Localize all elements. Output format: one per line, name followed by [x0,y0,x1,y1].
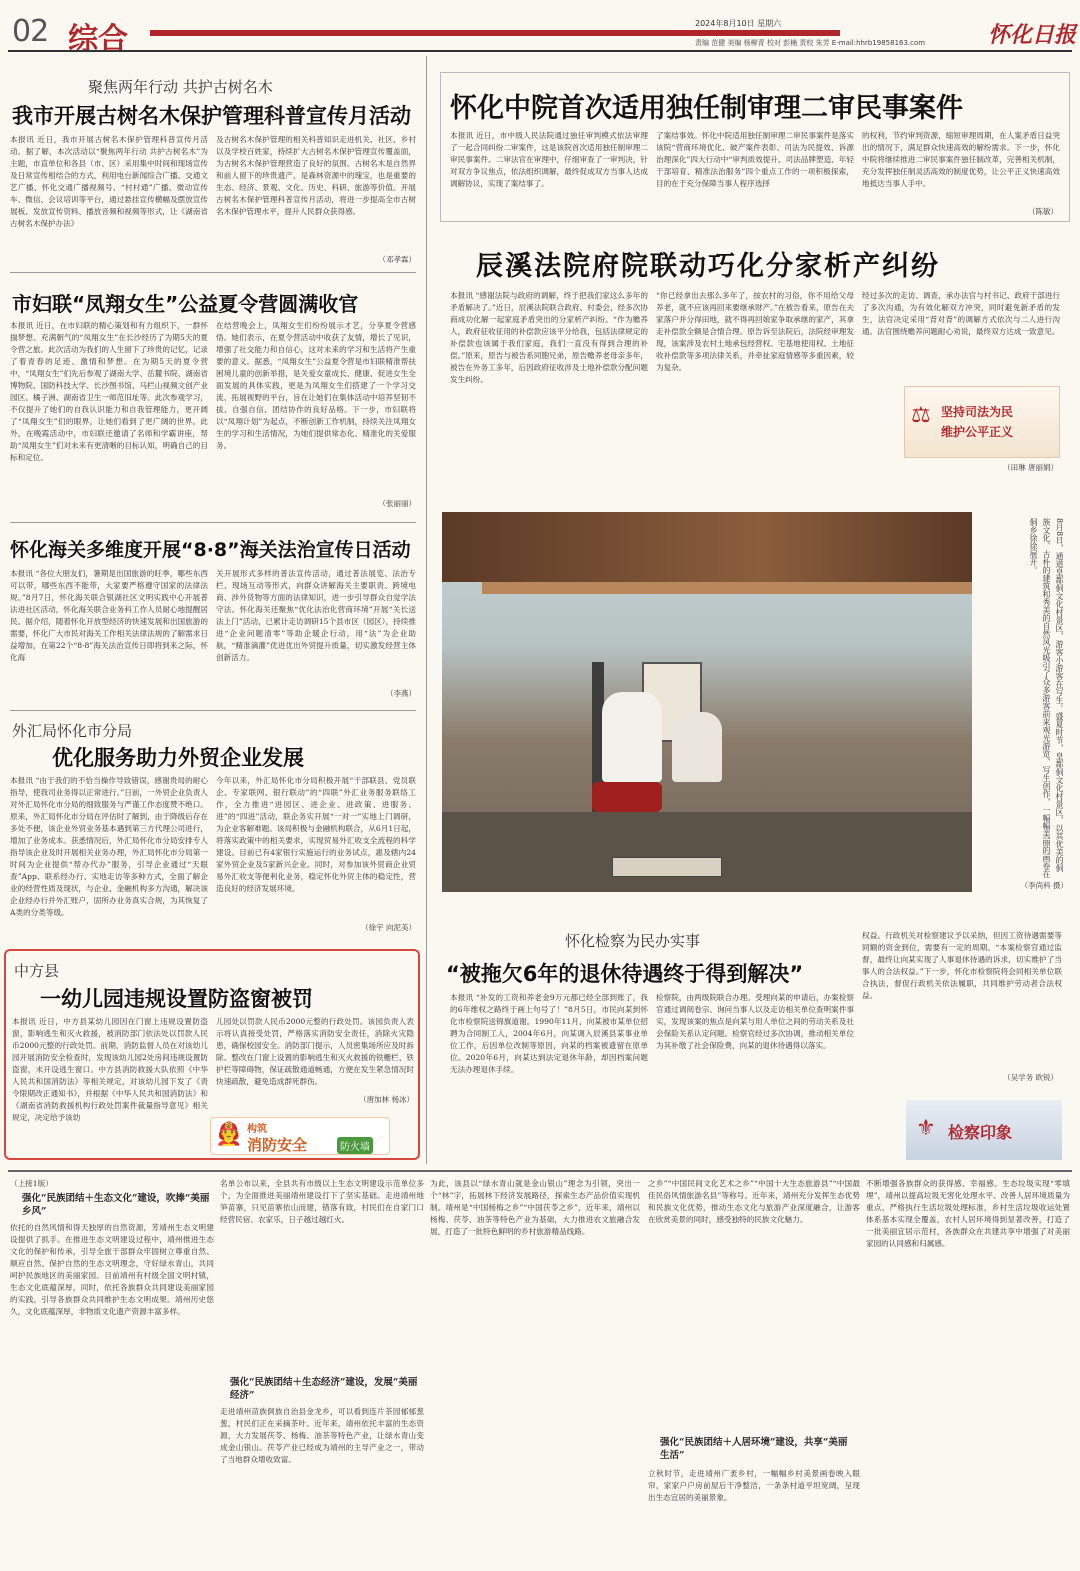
author-byline: （徐宇 向泥美） [361,923,416,932]
article-title: 市妇联“凤翔女生”公益夏令营圆满收官 [12,292,359,316]
article-body: 了案结事效。怀化中院适用独任制审理二审民事案件是落实该院“营商环境优化、破产案件表彰、司法为民提效、诉源治理深化”四大行动中“审判质效提升、司法品牌塑造、年轻干部培育、精准法治服务”四个重点工作的一项积极探索，目的在于充分保障当事人程序选择 [656,131,854,188]
wooden-bridge-roof [442,512,972,582]
article-body: 本报讯 “各位大朋友们，暑期是出国旅游的旺季，哪些东西可以带，哪些东西不能带，大家要严格遵守国家的法律法规。”8月7日，怀化海关联合银湖社区文明实践中心开展普法进社区活动，怀化海关联合业务科工作人员耐心地提醒居民。据介绍，随着怀化开放型经济的快速发展和出国旅游的需要，怀化广大市民对海关工作相关法律法规的了解需求日益增加，在第22个“8·8”海关法治宣传日即将到来之际，怀化海 [10,569,208,662]
article-kicker: 外汇局怀化市分局 [12,722,133,740]
photo-credit: （李尚科 摄） [1020,881,1068,890]
badge-text-3: 防火墙 [337,1137,373,1154]
divider [10,522,416,523]
newspaper-logo: 怀化日报 [988,22,1077,48]
article-body: 走进靖州苗族侗族自治县金龙乡，可以看到连片茶园郁郁葱葱，村民们正在采摘茶叶。近年来，靖州依托丰富的生态资源，大力发展茯苓、杨梅、油茶等特色产业，让绿水青山变成金山银山。茯苓产业已经成为靖州的主导产业之一，带动了当地群众增收致富。 [220,1407,424,1464]
divider [10,710,416,711]
article-title: 怀化海关多维度开展“8·8”海关法治宣传日活动 [10,539,411,561]
subheading: 强化“民族团结＋人居环境”建设，共享“美丽生活” [660,1437,848,1461]
issue-date: 2024年8月10日 星期六 [695,19,782,28]
bridge-beam [482,582,972,594]
article-title: 一幼儿园违规设置防盗窗被罚 [40,987,313,1011]
divider [10,272,416,273]
wooden-walkway [442,812,972,892]
author-byline: （邓孝霖） [378,255,416,264]
subheading: 强化“民族团结＋生态经济”建设，发展“美丽经济” [230,1377,418,1401]
justice-banner [904,386,1060,458]
court-emblem-icon: ⚖ [911,403,931,428]
banner-text: 检察印象 [948,1123,1013,1142]
article-title: 优化服务助力外贸企业发展 [52,746,304,770]
badge-text-2: 消防安全 [247,1136,308,1154]
author-byline: （唐加林 杨冰） [359,1095,414,1104]
article-kicker: 聚焦两年行动 共护古树名木 [88,78,273,96]
article-title: 怀化中院首次适用独任制审理二审民事案件 [450,93,963,124]
article-title: 辰溪法院府院联动巧化分家析产纠纷 [476,251,940,282]
article-body: 不断增强各族群众的获得感、幸福感。生态垃圾实现“零填埋”，靖州以提高垃圾无害化处理水平、改善人居环境质量为重点，严格执行生活垃圾处理标准，乡村生活垃圾收运处置体系基本实现全覆盖，农村人居环境得到显著改善，打造了一批美丽宜居示范村，各族群众在共建共享中增强了对美丽家园的认同感和归属感。 [866,1179,1070,1248]
author-byline: （张丽丽） [378,499,416,508]
page-number: 02 [12,14,49,49]
author-byline: （李燕） [386,689,416,698]
article-body: 今年以来，外汇局怀化市分局积极开展“干部联县、党员联企、专家联网、银行联动”的“四联”外汇业务服务联络工作，全力推进“进园区、进企业、进政策、进服务、进”的“四进”活动，联企务实开展“一对一”实地上门调研，为企业客解难题。该局积极与金融机构联合，从6月1日起，将落实政策中的相关要求，实现贸易外汇收支全流程的科学建设。目前已有4家银行实施运行的业务试点，惠及辖内24家外贸企业及5家新兴企业。同时，对参加该外贸商企业贸易外汇收支等便利化业务，稳定怀化外贸主体的稳定性，营造良好的经济发展环境。 [216,776,416,893]
subheading: 强化“民族团结＋生态文化”建设，吹捧“美丽乡风” [22,1193,210,1217]
article-body: “你已经拿出去那么多年了，按农村的习俗，你不用给父母养老，就不应该再回来要继承财产。”在被告看来，原告在夫家落户并分得田地，就不得再回娘家争取承继的家产，其拿走补偿款全额是合情合理。原告诉至法院后，法院经审理发现，该案涉及农村土地承包经营权、宅基地使用权、土地征收补偿款等多项法律关系，并牵扯家庭情感等多重因素，较为复杂。 [656,291,854,372]
article-body: 本报讯 “由于我们的不恰当操作导致错误，感谢贵局的耐心指导，使我司业务得以正常进行。”日前，一外贸企业负责人对外汇局怀化市分局的细致服务与严谨工作态度赞不绝口。原来，外汇局怀化市分局在评估时了解到，由于降级后存在多处不便，该企业外贸业务基本遇到第三方代理公司进行，增加了业务成本。获悉情况后，外汇局怀化市分局安排专人指导该企业及时开展相关业务办理，外汇局怀化市分局第一时间为企业提供“帮办代办”服务，引导企业通过“天眼查”App、联系经办行、实地走访等多种方式，全面了解企业的经营性质及现状，与企业、金融机构多方沟通，解决该企业经办行并外汇账户，固所办业务真实合规，为其恢复了A类的分类等级。 [10,776,208,917]
news-photo [442,512,972,892]
painter-figure [672,712,722,782]
article-body: 本报讯 “补发的工资和养老金9万元都已经全部到账了，我的6年维权之路终于画上句号了！”8月5日，市民向某到怀化市检察院送锦旗道谢。1990年11月，向某被市某单位招聘为合同制工人，2004年6月，向某调入辰溪县某事业单位工作，后因单位改制等原因，向某的档案被遗留在原单位。2020年6月，向某达到法定退休年龄，却因档案问题无法办理退休手续。 [450,993,648,1074]
section-title: 综合 [68,22,128,57]
header-divider [8,50,1072,52]
procuratorate-banner [906,1100,1062,1160]
article-body: 本报讯 “感谢法院与政府的调解，终于把我们家这么多年的矛盾解决了。”近日，辰溪法院联合政府、村委会，经多次协商成功化解一起家庭矛盾突出的分家析产纠纷。“作为赡养人，政府征收征用的补偿款应该平分给我，包括法律规定的补偿款也该属于我们家庭，我们一直没有得到合理的补偿。”原来，原告与被告系同胞兄弟，原告赡养老母亲多年，被告在外务工多年，后因政府征收涉及土地补偿款分配问题发生纠纷。 [450,291,648,384]
article-body: 本报讯 近日，我市开展古树名木保护管理科普宣传月活动。据了解，本次活动以“聚焦两年行动 共护古树名木”为主题，市直单位和各县（市、区）采用集中时间和现场宣传及日常宣传相结合的方式，利用电台新闻综合广播、交通文艺广播、怀化交通广播视频号、“村村通”广播、微动宣传车、微信、会议培训等平台，通过悬挂宣传横幅及摆放宣传展板、发放宣传资料、播放音频和视频等形式，让《湖南省古树名木保护办法》 [10,135,208,228]
column-divider [426,56,427,1164]
article-body: 本报讯 近日，中方县某幼儿园因在门窗上违规设置防盗窗，影响逃生和灭火救援，被消防部门依法处以罚款人民币2000元整的行政处罚。前期，消防监督人员在对该幼儿园开展消防安全检查时，发现该幼儿园2处房间违规设置防盗窗，未开设逃生窗口。中方县消防救援大队依照《中华人民共和国消防法》等相关规定，对该幼儿园下发了《责令限期改正通知书》，并根据《中华人民共和国消防法》和《湖南省消防救援机构行政处罚案件裁量指导意见》相关规定，决定给予该幼 [12,1017,208,1122]
article-body: 为此，该县以“绿水青山就是金山银山”理念为引领，突出一个“林”字，拓展林下经济发展路径，探索生态产品价值实现机制。靖州是“中国杨梅之乡”“中国茯苓之乡”，近年来，靖州以杨梅、茯苓、油茶等特色产业为基础，大力推进农文旅融合发展，打造了一批特色鲜明的乡村旅游精品线路。 [430,1179,640,1236]
paint-palette [612,857,722,877]
painter-skirt [592,782,662,812]
article-body: 立秋时节，走进靖州广袤乡村，一幅幅乡村美景画卷映入眼帘，家家户户房前屋后干净整洁，一条条村道平坦宽阔，呈现出生态宜居的美丽景象。 [648,1469,860,1502]
article-kicker: 怀化检察为民办实事 [565,932,701,950]
author-byline: （吴学务 欧锐） [1003,1073,1058,1082]
procuratorate-emblem-icon: ⚜ [916,1116,936,1141]
article-body: 依托的自然风情和得天独厚的自然资源，芳靖州生态文明建设提供了抓手。在推进生态文明建设过程中，靖州推进生态文化的保护和传承，引导全旅干部群众牢固树立尊重自然、顺应自然、保护自然的生态文明理念，守好绿水青山，共同呵护民族地区的美丽家园。目前靖州有村级全国文明村镇，生态文化底蕴深厚，同时，依托各族群众共同建设美丽家园的实践，引导各族群众共同维护生态文明成果。靖州历史悠久，文化底蕴深厚，非物质文化遗产资源丰富多样。 [10,1223,214,1316]
editor-credits: 责编 范健 美编 杨柳青 校对 彭楠 责校 朱芳 E-mail:hhrb19858163.com [695,39,926,47]
photo-caption-box [976,512,1072,892]
section-divider [8,1170,1072,1172]
banner-line-2: 维护公平正义 [941,425,1014,439]
article-body: 在结营晚会上，凤翔女生们纷纷展示才艺，分享夏令营感悟。她们表示，在夏令营活动中收获了友情，增长了见识，增强了社交能力和自信心，这对未来的学习和生活将产生重要的意义。据悉，“凤翔女生”公益夏令营是市妇联精准帮扶困境儿童的创新举措，是关爱女童成长、健康、促进女生全面发展的具体实践，更是为凤翔女生们搭建了一个学习交流、拓展视野的平台，旨在让她们在集体活动中培养坚韧不拔、自强自信、团结协作的良好品格。下一步，市妇联将以“凤翔计划”为起点，不断创新工作机制，持续关注凤翔女生的学习和生活情况，为她们提供常态化、精准化的关爱服务。 [216,321,416,450]
author-byline: （陈敏） [1028,207,1058,216]
painter-figure [602,692,662,782]
header-rule [150,30,840,36]
article-body: 权益。行政机关对检察建议予以采纳，但因工资待遇需要等同额的资金到位，需要有一定的周期。“本案检察官通过监督，最终让向某实现了人事退休待遇的诉求，切实维护了当事人的合法权益。”下一步，怀化市检察院将会同相关单位联合执法，督促行政机关依法履职，共同维护劳动者合法权益。 [862,931,1062,1000]
article-kicker: 中方县 [14,962,60,980]
article-body: 儿园处以罚款人民币2000元整的行政处罚。该园负责人表示将认真接受处罚，严格落实消防安全责任，消除火灾隐患，确保校园安全。消防部门提示，人员密集场所应及时拆除、整改在门窗上设置的影响逃生和灭火救援的铁栅栏、铁护栏等障碍物，保证疏散通道畅通，方便在发生紧急情况时快速疏散，避免造成群死群伤。 [216,1017,414,1086]
article-title: 我市开展古树名木保护管理科普宣传月活动 [12,104,411,128]
article-body: 本报讯 近日，市中级人民法院通过独任审判模式依法审理了一起合同纠纷二审案件，这是该院首次适用独任制审理二审民事案件。二审法官在审理中，仔细审查了一审判决，针对双方争议焦点，依法组织调解，最终促成双方当事人达成调解协议，实现了案结事了。 [450,131,648,188]
article-body: 本报讯 近日，在市妇联的精心策划和有力组织下，一群怀揣梦想、充满朝气的“凤翔女生”在长沙经历了为期5天的夏令营之旅。此次活动为我们的人生留下了珍贵的记忆，记录了着青春的足迹、激情和梦想。在为期5天的夏令营中，“凤翔女生”们先后参观了湖南大学、岳麓书院、湖南省博物院、国防科技大学、长沙图书馆、马栏山视频文创产业园区、橘子洲、湖南省卫生一师范旧址等。此次参观学习，不仅提升了她们的自我认识能力和自我管理能力，更开阔了“凤翔女生”们的眼界，让她们看到了更广阔的世界。此外，在晚霞活动中，市妇联还邀请了名师和学霸讲座，帮助“凤翔女生”们对未来有更清晰的目标认知，明确自己的目标和定位。 [10,321,208,462]
article-body: 之乡”“中国民间文化艺术之乡”“中国十大生态旅游县”“中国最佳民俗风情旅游名县”等称号。近年来，靖州充分发挥生态优势和民族文化优势，推动生态文化与旅游产业深度融合，让游客在欣赏美景的同时，感受独特的民族文化魅力。 [648,1179,860,1224]
article-body: 的权利，节约审判资源，缩短审理周期，在人案矛盾日益突出的情况下，满足群众快速高效的解纷需求。下一步，怀化中院将继续推进二审民事案件独任制改革，完善相关机制，充分发挥独任制灵活高效的制度优势，让公平正义快速高效地抵达当事人手中。 [862,131,1060,188]
banner-line-1: 坚持司法为民 [941,405,1014,419]
article-title: “被拖欠6年的退休待遇终于得到解决” [446,962,804,986]
article-body: 经过多次的走访、调查，承办法官与村书记、政府干部进行了多次沟通，为有效化解双方冲突，同时避免新矛盾的发生，法官决定采用“背对背”的调解方式依次与二人进行沟通。法官围绕赡养问题耐心劝说，最终双方达成一致意见。 [862,291,1060,336]
article-body: 名单公布以来，全县共有市级以上生态文明建设示范单位多个，为全面推进美丽靖州建设打下了坚实基础。走进靖州地笋苗寨，只见苗寨依山而建，错落有致，村民们在自家门口经营民宿、农家乐，日子越过越红火。 [220,1179,424,1224]
author-byline: （田琳 唐丽娟） [1003,463,1058,472]
article-body: 关开展形式多样的普法宣传活动，通过普法展览、法治专栏、现场互动等形式，向群众讲解海关主要职责、跨境电商、涉外货物等方面的法律知识，进一步引导群众自觉学法守法。怀化海关还聚焦“优化法治化营商环境”开展“关长送法上门”活动，已累计走访调研15个县市区（园区），持续推进“企业问题清零”等助企暖企行动，用“法”为企业助航，“精准滴灌”优进优出外贸提升质量，切实激发经营主体创新活力。 [216,569,416,662]
firefighter-icon: 👨‍🚒 [215,1122,243,1147]
fire-safety-badge [210,1117,390,1155]
article-body: 检察院，由两级院联合办理。受理向某的申请后，办案检察官通过调阅卷宗、询问当事人以及走访相关单位查明案件事实，发现该案的焦点是向某与用人单位之间的劳动关系及社会保险关系认定问题。检察官经过多次协调，推动相关单位为其补缴了社会保险费，向某的退休待遇得以落实。 [656,993,854,1050]
article-body: 及古树名木保护管理的相关科普知识走进机关、社区、乡村以及学校百姓家，持续扩大古树名木保护管理宣传覆盖面，为古树名木保护管理营造了良好的氛围。古树名木是自然界和前人留下的珍贵遗产，是森林资源中的瑰宝，也是重要的生态、经济、景观、文化、历史、科研、旅游等价值。开展古树名木保护管理科普宣传月活动，将进一步提高全市古树名木保护管理水平，提升人民群众获得感。 [216,135,416,216]
badge-text-1: 构筑 [247,1124,267,1135]
photo-caption: 8月8日，通道皇都侗文化村景区，游客小游客在写生。盛夏时节，皇都侗文化村景区，以其优美的侗族文化、古朴的建筑和秀美的自然风光吸引了众多游客前来观光游览、写生创作，一幅幅美丽的画卷在侗乡徐徐展开。 [1029,518,1064,878]
continued-note: （上接1版） [10,1179,53,1188]
